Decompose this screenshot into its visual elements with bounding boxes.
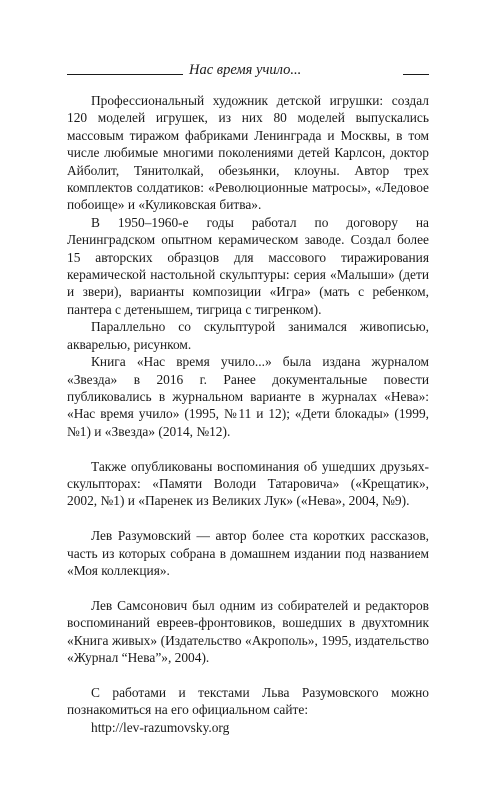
header-rule-left	[67, 74, 183, 75]
running-header	[67, 56, 429, 80]
paragraph-memoirs: Также опубликованы воспоминания об ушедших друзьях-скульпторах: «Памяти Володи Татаровича» («Крещатик», 2002, №1) и «Паренек из Великих Лук» («Нева», 2004, №9).	[67, 458, 429, 509]
paragraph-biography: Профессиональный художник детской игрушки: создал 120 моделей игрушек, из них 80 моделей выпускались массовым тиражом фабриками Ленинграда и Москвы, в том числе любимые многими поколениями детей Карлсон, доктор Айболит, Тянитолкай, обезьянки, клоуны. Автор трех комплектов солдатиков: «Революционные матросы», «Ледовое побоище» и «Куликовская битва».	[67, 93, 429, 213]
paragraph-book: Книга «Нас время учило...» была издана журналом «Звезда» в 2016 г. Ранее документальные повести публиковались в журнальном варианте в журналах «Нева»: «Нас время учило» (1995, №11 и 12); «Дети блокады» (1999, №1) и «Звезда» (2014, №12).	[67, 354, 429, 439]
header-rule-right	[403, 74, 429, 75]
running-header-title: Нас время учило...	[189, 62, 302, 78]
paragraph-website: С работами и текстами Льва Разумовского можно познакомиться на его официальном сайте:	[67, 684, 429, 718]
paragraph-editor: Лев Самсонович был одним из собирателей и редакторов воспоминаний евреев-фронтовиков, вошедших в двухтомник «Книга живых» (Издательство «Акрополь», 1995, издательство «Журнал “Нева”», 2004).	[67, 597, 429, 665]
website-url: http://lev-razumovsky.org	[91, 719, 230, 735]
paragraph-painting: Параллельно со скульптурой занимался живописью, акварелью, рисунком.	[67, 319, 429, 352]
paragraph-ceramics: В 1950–1960-е годы работал по договору на Ленинградском опытном керамическом заводе. Создал более 15 авторских образцов для массового тиражирования керамической настольной скульптуры: серия «Малыши» (дети и звери), варианты композиции «Игра» (мать с ребенком, пантера с детенышем, тигрица с тигренком).	[67, 214, 429, 317]
body-text	[67, 92, 429, 736]
paragraph-stories: Лев Разумовский — автор более ста коротких рассказов, часть из которых собрана в домашнем издании под названием «Моя коллекция».	[67, 528, 429, 578]
